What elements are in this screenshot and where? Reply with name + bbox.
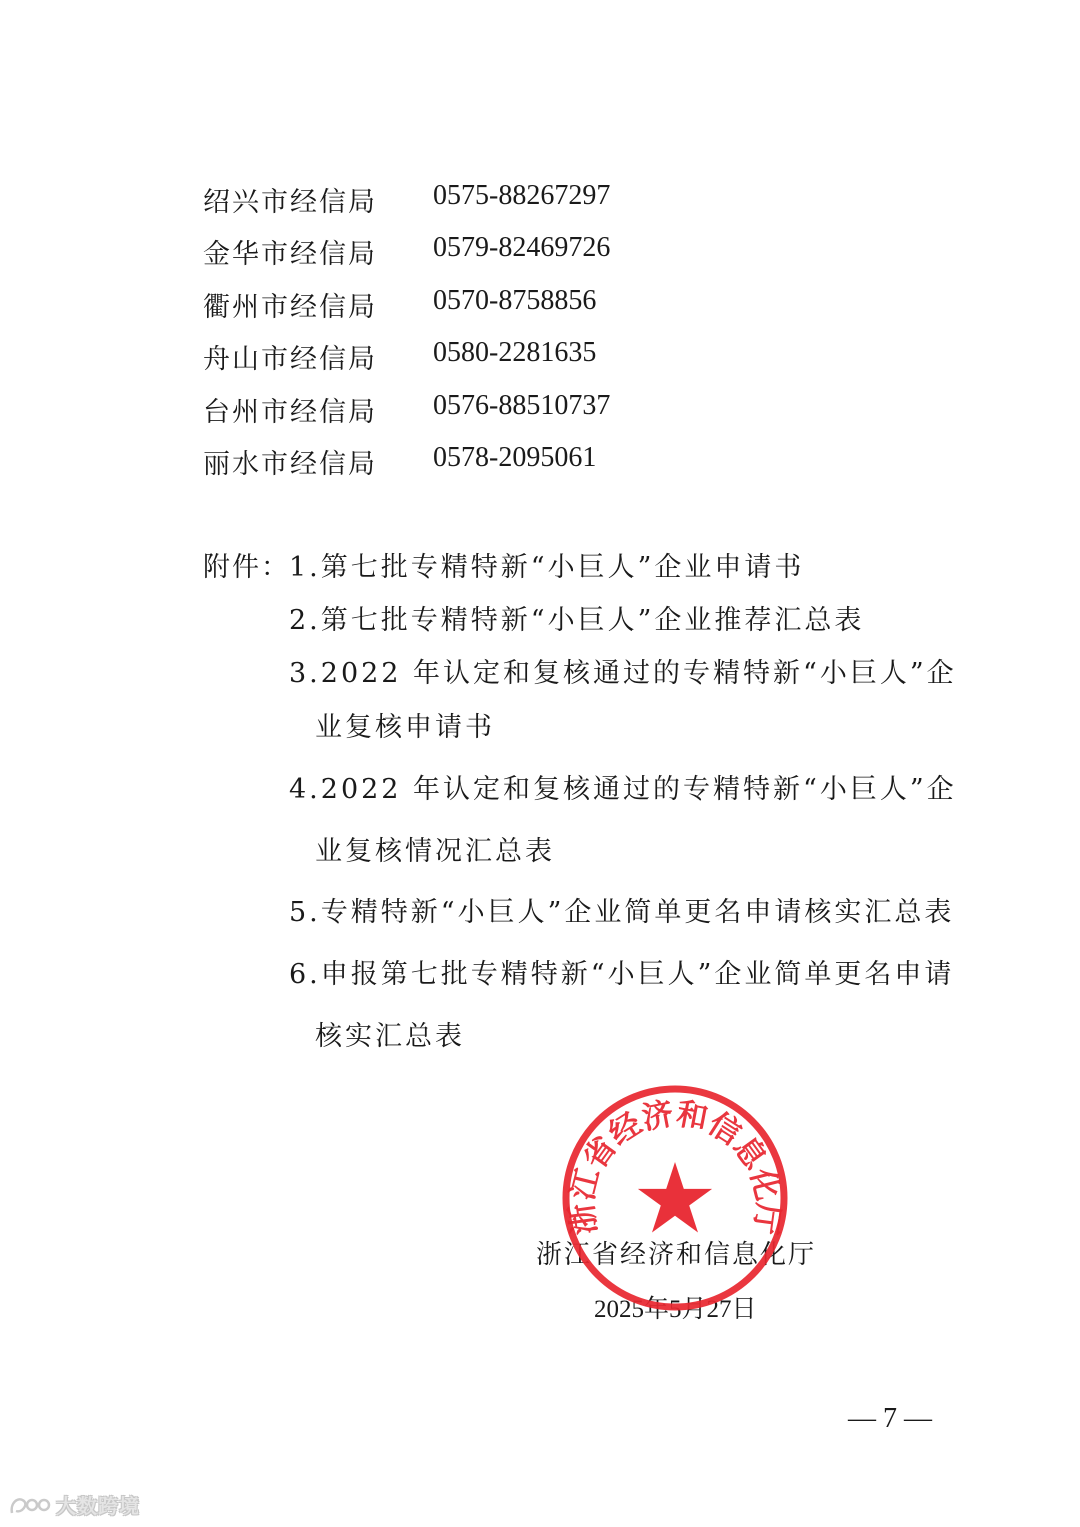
contact-name: 绍兴市经信局 [203,187,377,218]
attachment-item: 5.专精特新“小巨人”企业简单更名申请核实汇总表 [289,897,955,928]
contact-phone: 0580-2281635 [433,337,597,368]
brand-logo-icon [8,1493,52,1517]
contact-phone: 0570-8758856 [433,285,597,316]
watermark [8,1490,140,1519]
contact-phone: 0579-82469726 [433,232,611,263]
signature-date: 2025年5月27日 [594,1296,757,1323]
watermark-text: 大数跨境 [56,1494,140,1518]
signature-org: 浙江省经济和信息化厅 [536,1240,817,1270]
contact-phone: 0575-88267297 [433,180,611,211]
contact-phone: 0578-2095061 [433,442,597,473]
contact-name: 金华市经信局 [203,239,377,270]
contact-name: 台州市经信局 [203,397,377,428]
page-number: — 7 — [848,1403,932,1434]
attachment-item: 3.2022 年认定和复核通过的专精特新“小巨人”企 [289,658,957,689]
attachment-item-continuation: 业复核申请书 [315,712,495,743]
official-seal-icon [559,1082,791,1314]
attachment-item: 2.第七批专精特新“小巨人”企业推荐汇总表 [289,605,865,636]
attachment-item: 1.第七批专精特新“小巨人”企业申请书 [289,552,805,583]
contact-name: 丽水市经信局 [203,449,377,480]
svg-text:浙江省经济和信息化厅: 浙江省经济和信息化厅 [563,1095,787,1237]
attachment-item-continuation: 核实汇总表 [315,1021,465,1052]
contact-name: 舟山市经信局 [203,344,377,375]
attachment-label: 附件： [203,552,290,583]
contact-name: 衢州市经信局 [203,292,377,323]
attachment-item-continuation: 业复核情况汇总表 [315,836,555,867]
contact-phone: 0576-88510737 [433,390,611,421]
attachment-item: 4.2022 年认定和复核通过的专精特新“小巨人”企 [289,774,957,805]
attachment-item: 6.申报第七批专精特新“小巨人”企业简单更名申请 [289,959,955,990]
